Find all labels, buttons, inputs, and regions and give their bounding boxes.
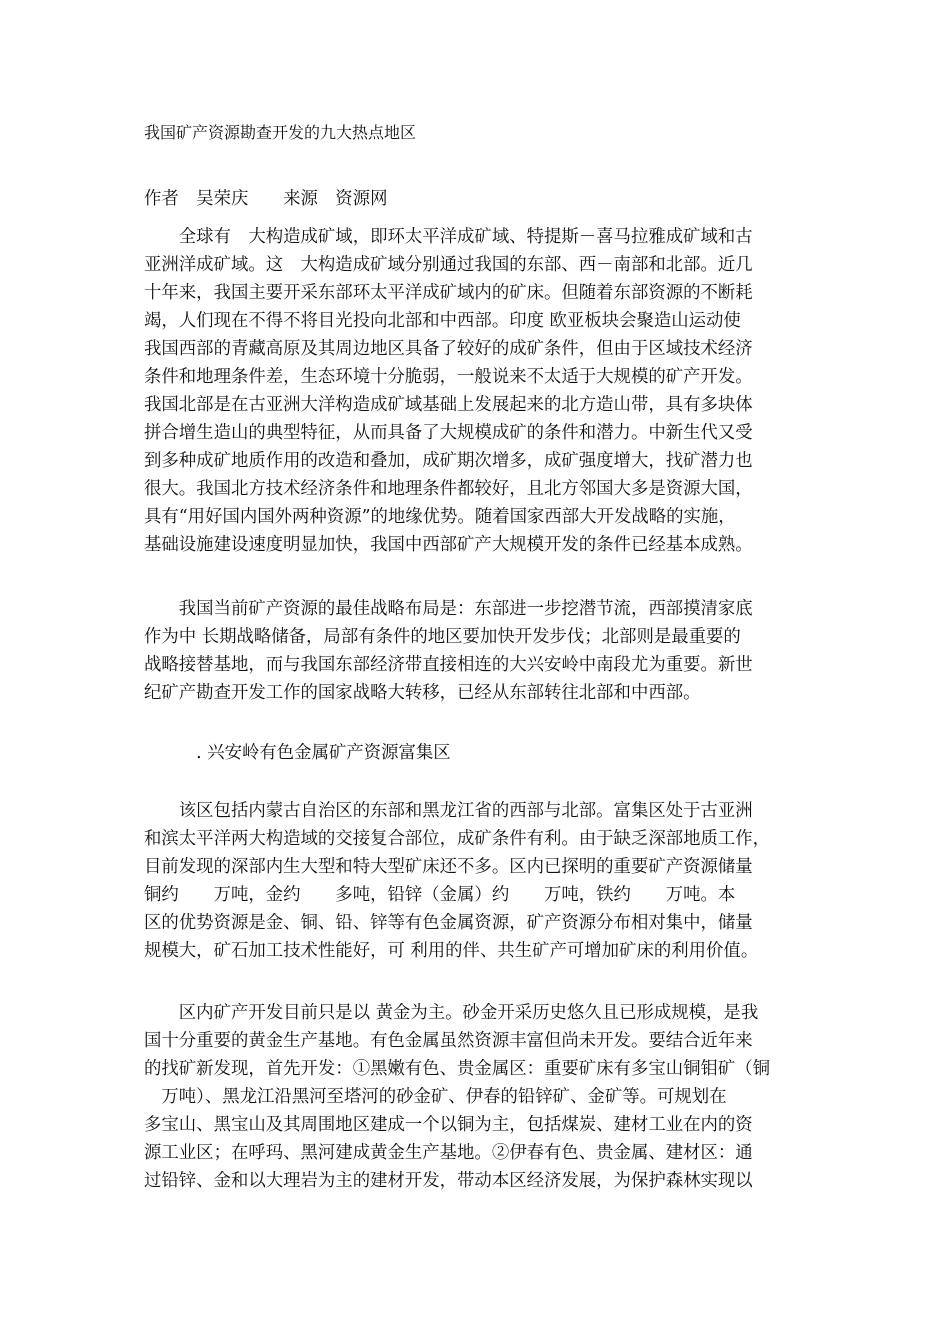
paragraph-line: 具有“用好国内国外两种资源”的地缘优势。随着国家西部大开发战略的实施，: [144, 507, 736, 527]
paragraph-line: 亚洲洋成矿域。这 大构造成矿域分别通过我国的东部、西－南部和北部。近几: [144, 255, 753, 275]
paragraph-line: 纪矿产勘查开发工作的国家战略大转移，已经从东部转往北部和中西部。: [144, 683, 701, 703]
paragraph-line: 万吨）、黑龙江沿黑河至塔河的砂金矿、伊春的铅锌矿、金矿等。可规划在: [144, 1087, 727, 1107]
paragraph-line: 区的优势资源是金、铜、铅、锌等有色金属资源，矿产资源分布相对集中，储量: [144, 913, 753, 933]
paragraph-line: 基础设施建设速度明显加快，我国中西部矿产大规模开发的条件已经基本成熟。: [144, 535, 753, 555]
paragraph-line: 的找矿新发现，首先开发：①黑嫩有色、贵金属区：重要矿床有多宝山铜钼矿（铜: [144, 1059, 771, 1079]
paragraph-line: 拼合增生造山的典型特征，从而具备了大规模成矿的条件和潜力。中新生代又受: [144, 423, 753, 443]
paragraph-line: 到多种成矿地质作用的改造和叠加，成矿期次增多，成矿强度增大，找矿潜力也: [144, 451, 753, 471]
paragraph-line: 条件和地理条件差，生态环境十分脆弱，一般说来不太适于大规模的矿产开发。: [144, 367, 753, 387]
paragraph-line: 国十分重要的黄金生产基地。有色金属虽然资源丰富但尚未开发。要结合近年来: [144, 1031, 753, 1051]
paragraph-line: 铜约 万吨，金约 多吨，铅锌（金属）约 万吨，铁约 万吨。本: [144, 885, 736, 905]
paragraph-line: 区内矿产开发目前只是以 黄金为主。砂金开采历史悠久且已形成规模，是我: [144, 1003, 759, 1023]
paragraph-line: 我国北部是在古亚洲大洋构造成矿域基础上发展起来的北方造山带，具有多块体: [144, 395, 753, 415]
paragraph-line: 作为中 长期战略储备，局部有条件的地区要加快开发步伐；北部则是最重要的: [144, 627, 741, 647]
byline: 作者 吴荣庆 来源 资源网: [144, 189, 388, 209]
paragraph-line: 我国当前矿产资源的最佳战略布局是：东部进一步挖潜节流，西部摸清家底: [144, 599, 753, 619]
paragraph-line: 和滨太平洋两大构造域的交接复合部位，成矿条件有利。由于缺乏深部地质工作，: [144, 829, 771, 849]
paragraph-line: 竭，人们现在不得不将目光投向北部和中西部。印度 欧亚板块会聚造山运动使: [144, 311, 741, 331]
paragraph-line: 过铅锌、金和以大理岩为主的建材开发，带动本区经济发展，为保护森林实现以: [144, 1171, 753, 1191]
paragraph-line: 很大。我国北方技术经济条件和地理条件都较好，且北方邻国大多是资源大国，: [144, 479, 753, 499]
paragraph-line: 源工业区；在呼玛、黑河建成黄金生产基地。②伊春有色、贵金属、建材区：通: [144, 1143, 753, 1163]
paragraph-line: 我国西部的青藏高原及其周边地区具备了较好的成矿条件，但由于区域技术经济: [144, 339, 753, 359]
section-heading: . 兴安岭有色金属矿产资源富集区: [144, 743, 451, 763]
paragraph-line: 目前发现的深部内生大型和特大型矿床还不多。区内已探明的重要矿产资源储量: [144, 857, 753, 877]
document-title: 我国矿产资源勘查开发的九大热点地区: [144, 123, 417, 142]
paragraph-line: 战略接替基地，而与我国东部经济带直接相连的大兴安岭中南段尤为重要。新世: [144, 655, 753, 675]
paragraph-line: 该区包括内蒙古自治区的东部和黑龙江省的西部与北部。富集区处于古亚洲: [144, 801, 753, 821]
paragraph-line: 规模大，矿石加工技术性能好，可 利用的伴、共生矿产可增加矿床的利用价值。: [144, 941, 759, 961]
paragraph-line: 多宝山、黑宝山及其周围地区建成一个以铜为主，包括煤炭、建材工业在内的资: [144, 1115, 753, 1135]
paragraph-line: 全球有 大构造成矿域，即环太平洋成矿域、特提斯－喜马拉雅成矿域和古: [144, 227, 753, 247]
paragraph-line: 十年来，我国主要开采东部环太平洋成矿域内的矿床。但随着东部资源的不断耗: [144, 283, 753, 303]
